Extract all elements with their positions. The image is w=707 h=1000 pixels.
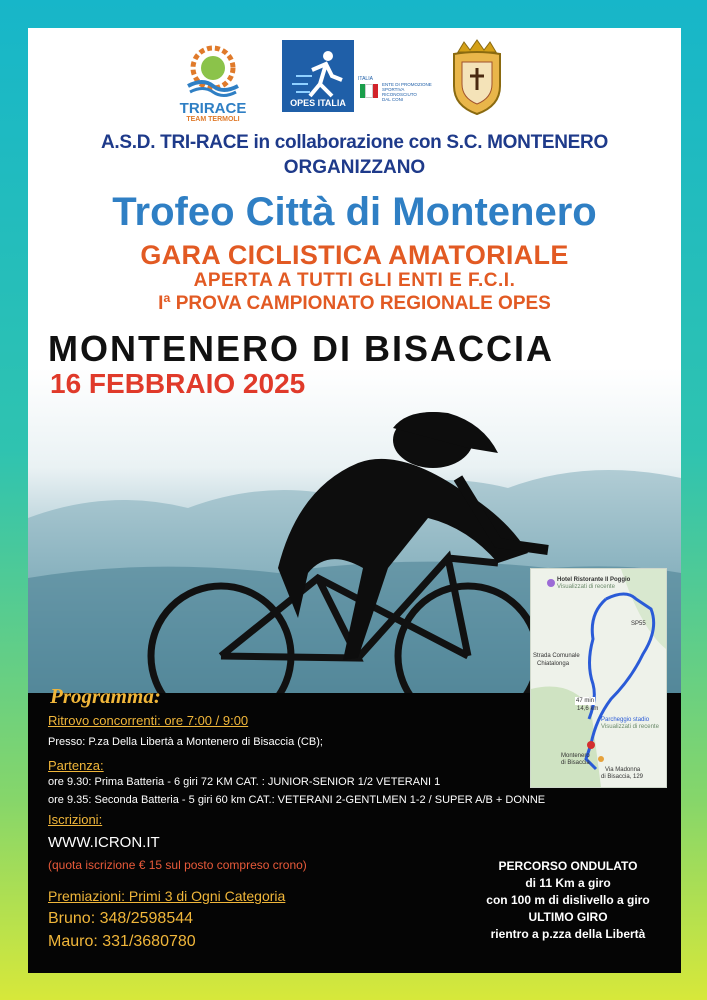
opes-name: OPES ITALIA xyxy=(290,98,346,108)
trirace-logo xyxy=(168,42,258,124)
opes-badge-line: SPORTIVA xyxy=(382,87,405,92)
opes-italia-logo xyxy=(282,40,432,114)
batteria-2-line: ore 9.35: Seconda Batteria - 5 giri 60 km CAT.: VETERANI 2-GENTLMEN 1-2 / SUPER A/B + DONNE xyxy=(48,794,546,806)
contact-mauro: Mauro: 331/3680780 xyxy=(48,933,196,950)
course-line-5: rientro a p.zza della Libertà xyxy=(490,927,646,941)
map-label: Parcheggio stadio xyxy=(601,717,650,723)
map-label: di Bisaccia xyxy=(561,760,590,766)
program-heading: Programma: xyxy=(50,684,161,708)
map-label: Visualizzati di recente xyxy=(601,724,659,730)
contact-bruno: Bruno: 348/2598544 xyxy=(48,910,194,927)
iscrizioni-heading: Iscrizioni: xyxy=(48,812,103,827)
route-line-icon xyxy=(531,569,666,787)
course-line-3: con 100 m di dislivello a giro xyxy=(486,893,650,907)
opes-flag-label: ITALIA xyxy=(358,76,373,82)
website-link[interactable]: WWW.ICRON.IT xyxy=(48,834,160,851)
opes-badge-line: DAL CONI xyxy=(382,97,404,102)
map-label: Chiatalonga xyxy=(537,661,570,667)
ritrovo-line: Ritrovo concorrenti: ore 7:00 / 9:00 xyxy=(48,713,249,728)
route-map xyxy=(530,568,667,788)
course-line-2: di 11 Km a giro xyxy=(525,876,611,890)
organizzano-line: ORGANIZZANO xyxy=(283,157,426,178)
trirace-emblem-icon xyxy=(168,42,258,102)
presso-line: Presso: P.za Della Libertà a Montenero di Bisaccia (CB); xyxy=(48,736,323,748)
quota-line: (quota iscrizione € 15 sul posto compreso crono) xyxy=(48,858,307,872)
batteria-1-line: ore 9.30: Prima Batteria - 6 giri 72 KM CAT. : JUNIOR-SENIOR 1/2 VETERANI 1 xyxy=(48,776,441,788)
partenza-heading: Partenza: xyxy=(48,758,104,773)
open-to-line: APERTA A TUTTI GLI ENTI E F.C.I. xyxy=(193,270,516,291)
opes-badge-text xyxy=(382,82,432,102)
course-line-4: ULTIMO GIRO xyxy=(528,910,608,924)
opes-badge-line: ENTE DI PROMOZIONE xyxy=(382,82,432,87)
organizers-line: A.S.D. TRI-RACE in collaborazione con S.C. MONTENERO xyxy=(101,132,608,153)
event-title: Trofeo Città di Montenero xyxy=(112,190,597,234)
opes-square xyxy=(282,40,354,112)
map-label: Strada Comunale xyxy=(533,653,580,659)
map-label: 14,6 km xyxy=(577,706,599,712)
coat-of-arms-icon xyxy=(446,38,508,116)
map-label: Via Madonna xyxy=(605,767,641,773)
map-label: Hotel Ristorante Il Poggio xyxy=(557,577,631,583)
map-label: di Bisaccia, 129 xyxy=(601,774,644,780)
event-poster xyxy=(28,28,681,973)
map-label: Montenero xyxy=(561,753,590,759)
trirace-name: TRIRACE xyxy=(179,100,247,117)
event-date: 16 FEBBRAIO 2025 xyxy=(50,368,306,399)
trirace-subtitle: TEAM TERMOLI xyxy=(186,116,240,123)
championship-line: Iª PROVA CAMPIONATO REGIONALE OPES xyxy=(158,293,551,314)
course-line-1: PERCORSO ONDULATO xyxy=(498,859,638,873)
italia-flag-icon xyxy=(360,84,378,98)
location-title: MONTENERO DI BISACCIA xyxy=(48,328,555,369)
map-label: Visualizzati di recente xyxy=(557,584,615,590)
map-label: SP55 xyxy=(631,621,646,627)
map-label: 47 min xyxy=(576,698,595,704)
opes-badge-line: RICONOSCIUTO xyxy=(382,92,417,97)
event-subtitle: GARA CICLISTICA AMATORIALE xyxy=(140,240,569,270)
montenero-coat-of-arms xyxy=(446,38,508,116)
premiazioni-line: Premiazioni: Primi 3 di Ogni Categoria xyxy=(48,888,286,904)
